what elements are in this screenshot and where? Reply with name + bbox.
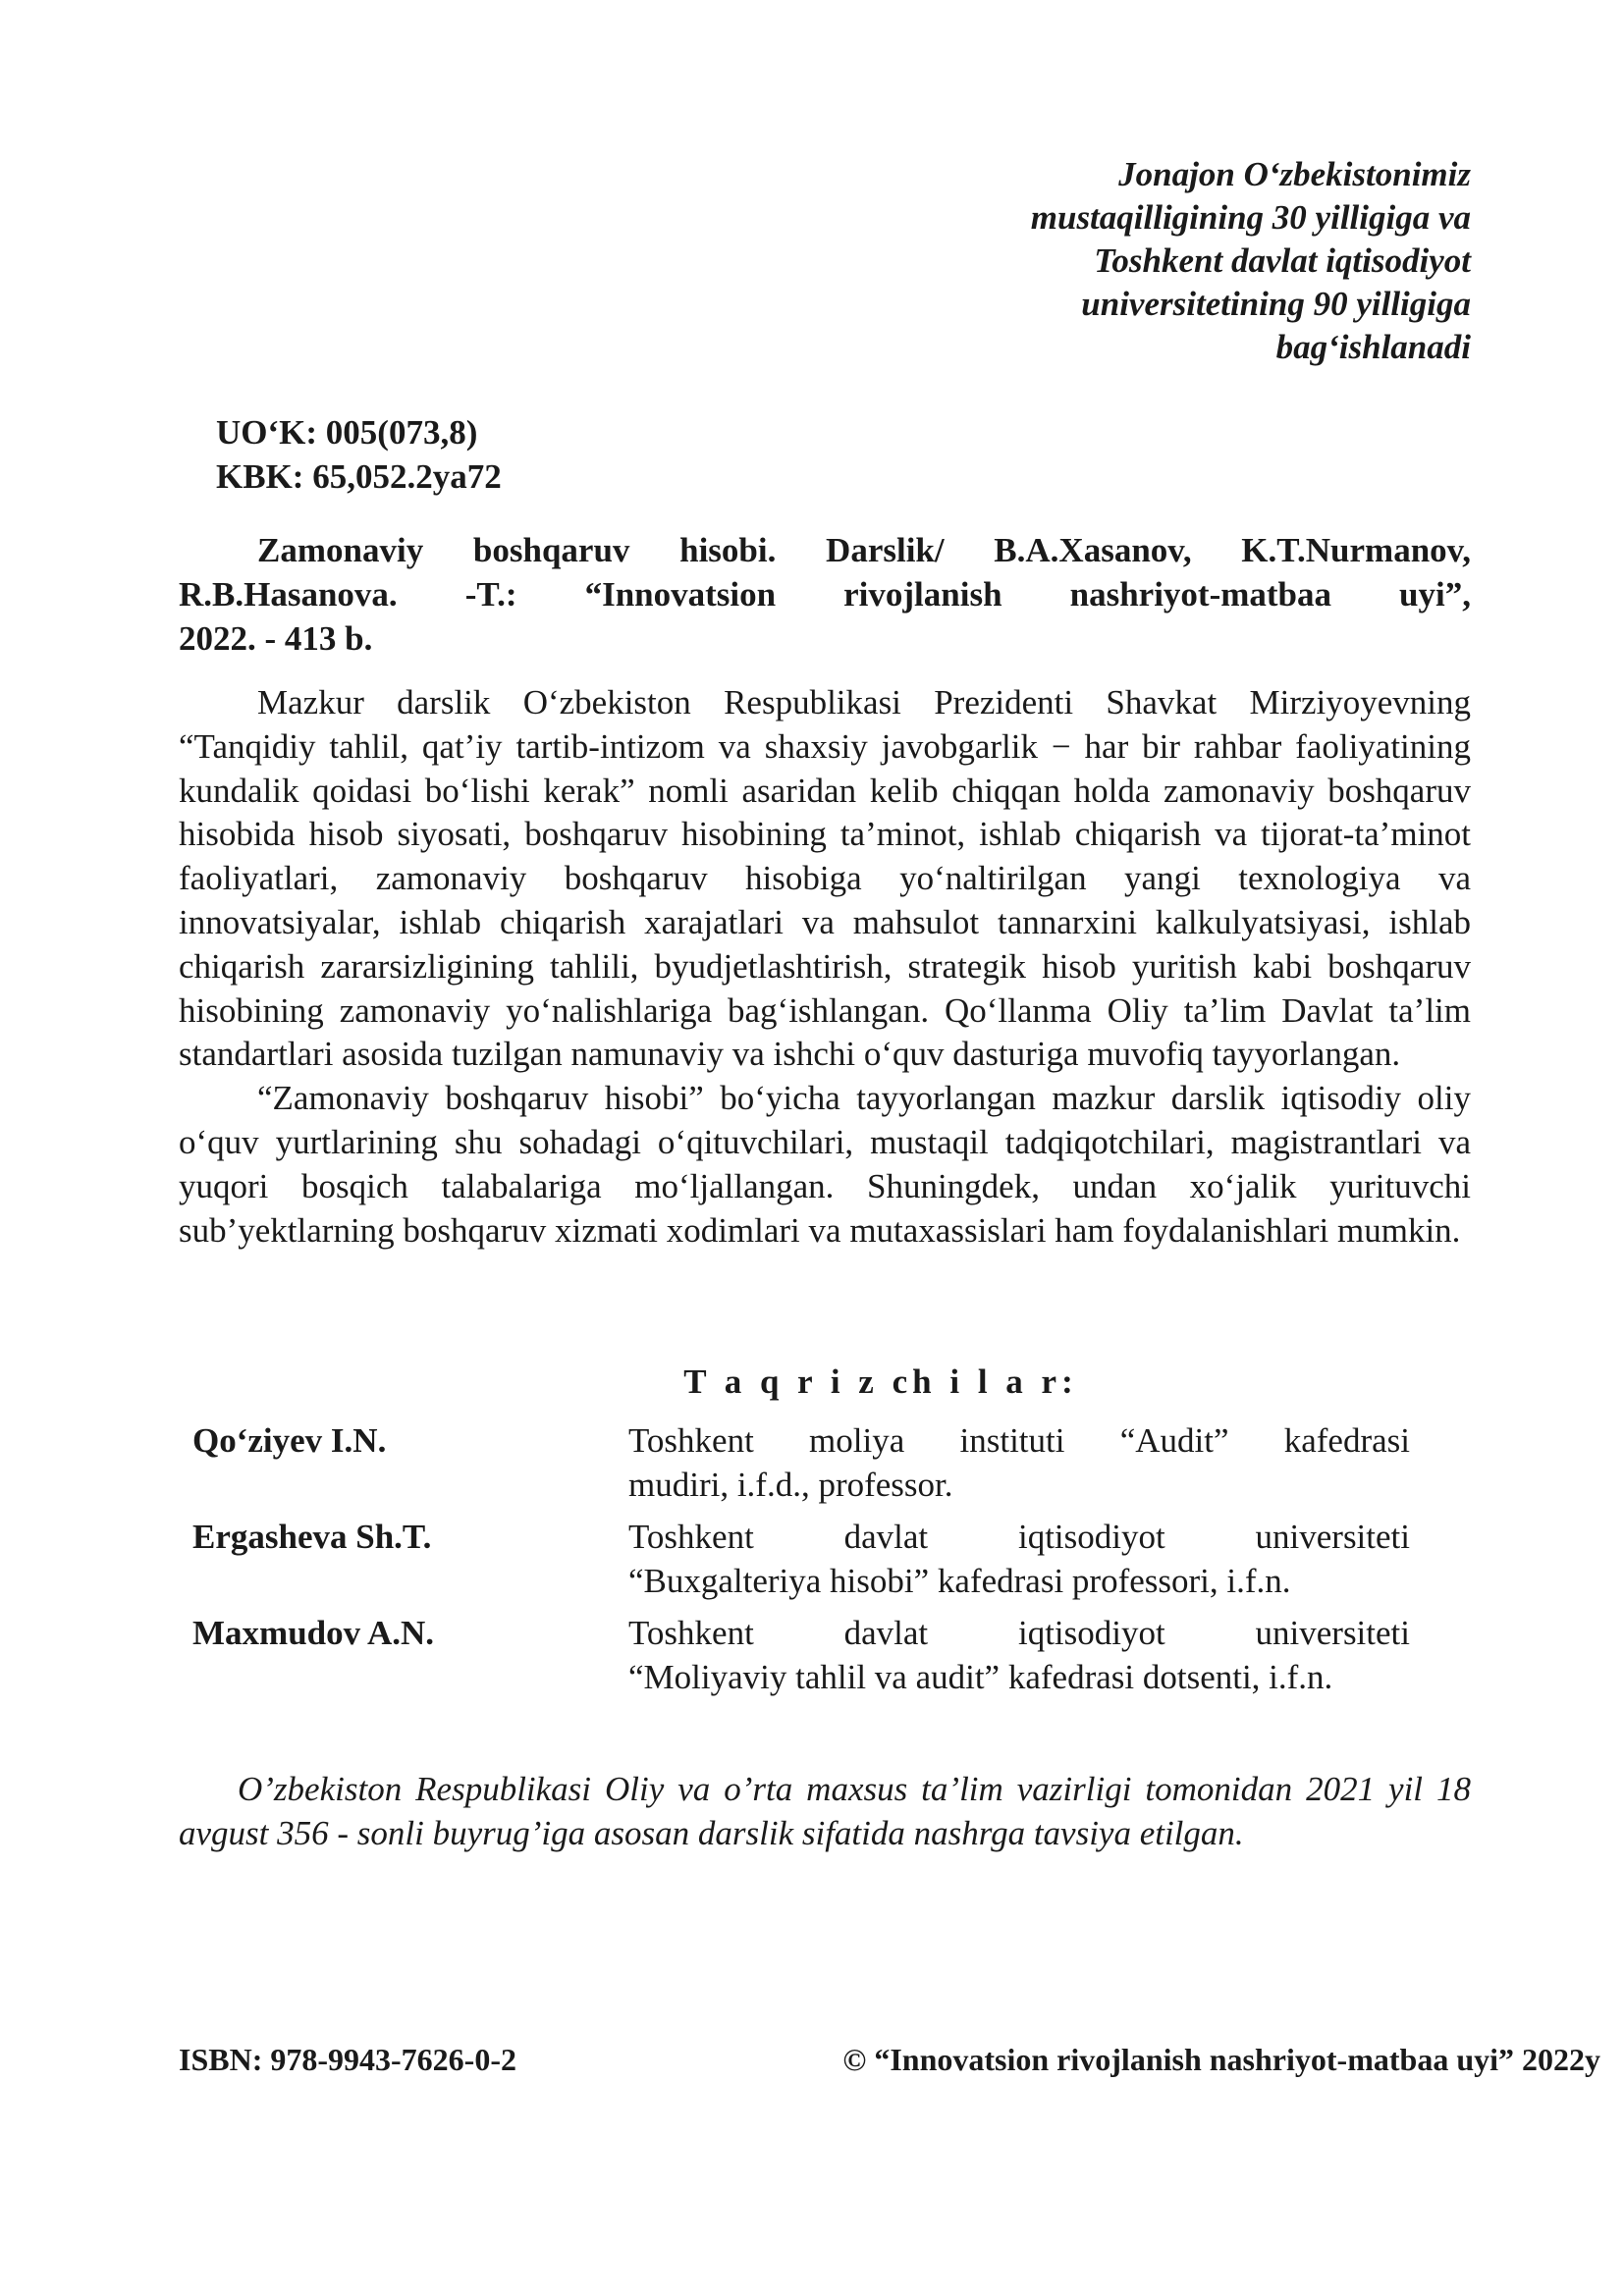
dedication [784,153,1471,369]
reviewer-desc-line: “Buxgalteriya hisobi” kafedrasi professori, i.f.n. [628,1562,1291,1600]
reviewer-desc-line: Toshkent davlat iqtisodiyot universiteti [628,1614,1410,1652]
reviewer-description [628,1418,1410,1507]
dedication-line: Toshkent davlat iqtisodiyot [1094,241,1471,280]
reviewer-desc-line: mudiri, i.f.d., professor. [628,1466,953,1504]
reviewers-heading: T a q r i z ch i l a r: [683,1362,1078,1401]
reviewer-name: Maxmudov A.N. [192,1614,434,1652]
copyright: © “Innovatsion rivojlanish nashriyot-matbaa uyi” 2022y [842,2042,1600,2077]
reviewer-row [192,1418,1410,1507]
isbn: ISBN: 978-9943-7626-0-2 [179,2042,516,2077]
uok-code: UO‘K: 005(073,8) [216,413,478,452]
dedication-line: mustaqilligining 30 yilligiga va [1030,198,1471,237]
reviewers-list [192,1418,1410,1707]
annotation-paragraph: “Zamonaviy boshqaruv hisobi” bo‘yicha tayyorlangan mazkur darslik iqtisodiy oliy o‘quv yurtlarining shu sohadagi o‘qituvchilari, mustaqil tadqiqotchilari, magistrantlari va yuqori bosqich talabalariga mo‘ljallangan. Shuningdek, undan xo‘jalik yurituvchi sub’yektlarning boshqaruv xizmati xodimlari va mutaxassislari ham foydalanishlari mumkin. [179,1079,1471,1250]
ministry-recommendation: O’zbekiston Respublikasi Oliy va o’rta maxsus ta’lim vazirligi tomonidan 2021 yil 18 avgust 356 - sonli buyrug’iga asosan darslik sifatida nashrga tavsiya etilgan. [179,1770,1471,1852]
reviewer-description [628,1611,1410,1699]
kbk-code: KBK: 65,052.2ya72 [216,457,502,496]
reviewer-desc-line: “Moliyaviy tahlil va audit” kafedrasi dotsenti, i.f.n. [628,1658,1333,1696]
reviewer-row [192,1611,1410,1699]
footer [179,2042,1600,2078]
reviewer-name: Qo‘ziyev I.N. [192,1421,387,1460]
annotation-text [179,681,1471,1253]
reviewer-name: Ergasheva Sh.T. [192,1518,432,1556]
citation-line: Zamonaviy boshqaruv hisobi. Darslik/ B.A.Xasanov, K.T.Nurmanov, [257,531,1471,569]
bibliographic-citation [179,528,1471,661]
reviewer-desc-line: Toshkent davlat iqtisodiyot universiteti [628,1518,1410,1556]
reviewer-description [628,1515,1410,1603]
classification-codes [216,410,502,499]
dedication-line: bag‘ishlanadi [1275,328,1471,366]
citation-line: 2022. - 413 b. [179,619,373,658]
annotation-paragraph: Mazkur darslik O‘zbekiston Respublikasi Prezidenti Shavkat Mirziyoyevning “Tanqidiy tahlil, qat’iy tartib-intizom va shaxsiy javobgarlik − har bir rahbar faoliyatining kundalik qoidasi bo‘lishi kerak” nomli asaridan kelib chiqqan holda zamonaviy boshqaruv hisobida hisob siyosati, boshqaruv hisobining ta’minot, ishlab chiqarish va tijorat-ta’minot faoliyatlari, zamonaviy boshqaruv hisobiga yo‘naltirilgan yangi texnologiya va innovatsiyalar, ishlab chiqarish xarajatlari va mahsulot tannarxini kalkulyatsiyasi, ishlab chiqarish zararsizligining tahlili, byudjetlashtirish, strategik hisob yuritish kabi boshqaruv hisobining zamonaviy yo‘nalishlariga bag‘ishlangan. Qo‘llanma Oliy ta’lim Davlat ta’lim standartlari asosida tuzilgan namunaviy va ishchi o‘quv dasturiga muvofiq tayyorlangan. [179,683,1471,1074]
reviewer-desc-line: Toshkent moliya instituti “Audit” kafedrasi [628,1421,1410,1460]
dedication-line: universitetining 90 yilligiga [1081,285,1471,323]
reviewer-row [192,1515,1410,1603]
dedication-line: Jonajon O‘zbekistonimiz [1118,155,1471,193]
citation-line: R.B.Hasanova. -T.: “Innovatsion rivojlanish nashriyot-matbaa uyi”, [179,575,1471,614]
